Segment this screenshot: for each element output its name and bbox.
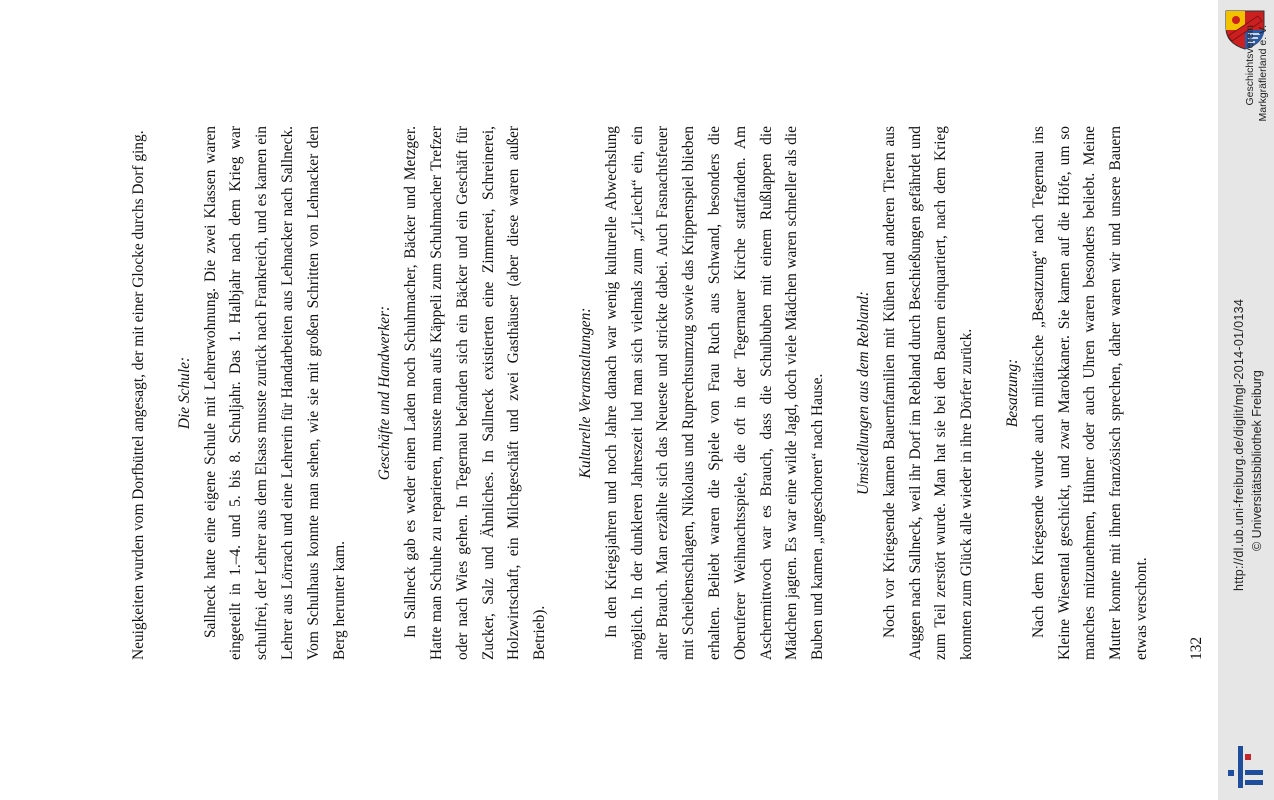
paragraph: Nach dem Kriegsende wurde auch militärische „Besatzung“ nach Tegernau ins Kleine Wiesental geschickt, und zwar Marokkaner. Sie kamen auf die Höfe, um so manches mitzunehmen, Hühner oder auch Uhren waren besonders beliebt. Meine Mutter konnte mit ihnen französisch sprechen, daher waren wir und unsere Bauern etwas verschont. [1029,126,1150,660]
ub-freiburg-logo-icon [1224,740,1270,792]
sidebar-credits [1230,249,1270,591]
society-name-line2: Markgräflerland e. V. [1257,25,1269,122]
society-label [1244,25,1274,155]
paragraph: In den Kriegsjahren und noch Jahre danach war wenig kulturelle Abwechslung möglich. In der dunkleren Jahreszeit lud man sich vielmals zum „z'Liecht“ ein, ein alter Brauch. Man erzählte sich das Neueste und strickte dabei. Auch Fasnachtsfeuer mit Scheibenschlagen, Nikolaus und Ruprechtsumzug sowie das Krippenspiel blieben erhalten. Beliebt waren die Spiele von Frau Ruch aus Schwand, besonders die Oberuferer Weihnachtsspiele, die oft in der Tegernauer Kirche stattfanden. Am Aschermittwoch war es Brauch, dass die Schulbuben mit einem Rußlappen die Mädchen jagten. Es war eine wilde Jagd, doch viele Mädchen waren schneller als die Buben und kamen „ungeschoren“ nach Hause. [602,126,827,660]
section-heading: Die Schule: [175,356,193,430]
paragraph: Noch vor Kriegsende kamen Bauernfamilien mit Kühen und anderen Tieren aus Auggen nach Sallneck, weil ihr Dorf im Rebland durch Beschießungen gefährdet und zum Teil zerstört wurde. Man hat sie bei den Bauern einquartiert, nach dem Krieg konnten zum Glück alle wieder in ihre Dörfer zurück. [880,126,976,660]
copyright-notice: © Universitätsbibliothek Freiburg [1250,370,1264,551]
society-name-line1: Geschichtsverein [1244,25,1256,106]
document-body [126,126,1209,660]
section-heading: Geschäfte und Handwerker: [376,305,394,481]
paragraph: In Sallneck gab es weder einen Laden noch Schuhmacher, Bäcker und Metzger. Hatte man Schuhe zu reparieren, musste man aufs Käppeli zum Schuhmacher Trefzer oder nach Wies gehen. In Tegernau befanden sich ein Bäcker und ein Geschäft für Zucker, Salz und Ähnliches. In Sallneck existierten eine Zimmerei, Schreinerei, Holzwirtschaft, ein Milchgeschäft und zwei Gasthäuser (aber diese waren außer Betrieb). [402,126,549,660]
section-heading: Kulturelle Veranstaltungen: [576,307,594,479]
permalink-url[interactable]: http://dl.ub.uni-freiburg.de/diglit/mgl-2014-01/0134 [1232,298,1246,591]
section-heading: Umsiedlungen aus dem Rebland: [854,291,872,495]
section-heading: Besatzung: [1003,358,1021,428]
paragraph: Neuigkeiten wurden vom Dorfbüttel angesagt, der mit einer Glocke durchs Dorf ging. [130,130,147,660]
paragraph: Sallneck hatte eine eigene Schule mit Lehrerwohnung. Die zwei Klassen waren eingeteilt in 1.–4. und 5. bis 8. Schuljahr. Das 1. Halbjahr nach dem Krieg war schulfrei, der Lehrer aus dem Elsass musste zurück nach Frankreich, und es kamen ein Lehrer aus Lörrach und eine Lehrerin für Handarbeiten aus Lehnacker nach Sallneck. Vom Schulhaus konnte man sehen, wie sie mit großen Schritten von Lehnacker den Berg herunter kam. [201,126,348,660]
page-number: 132 [1187,636,1205,660]
